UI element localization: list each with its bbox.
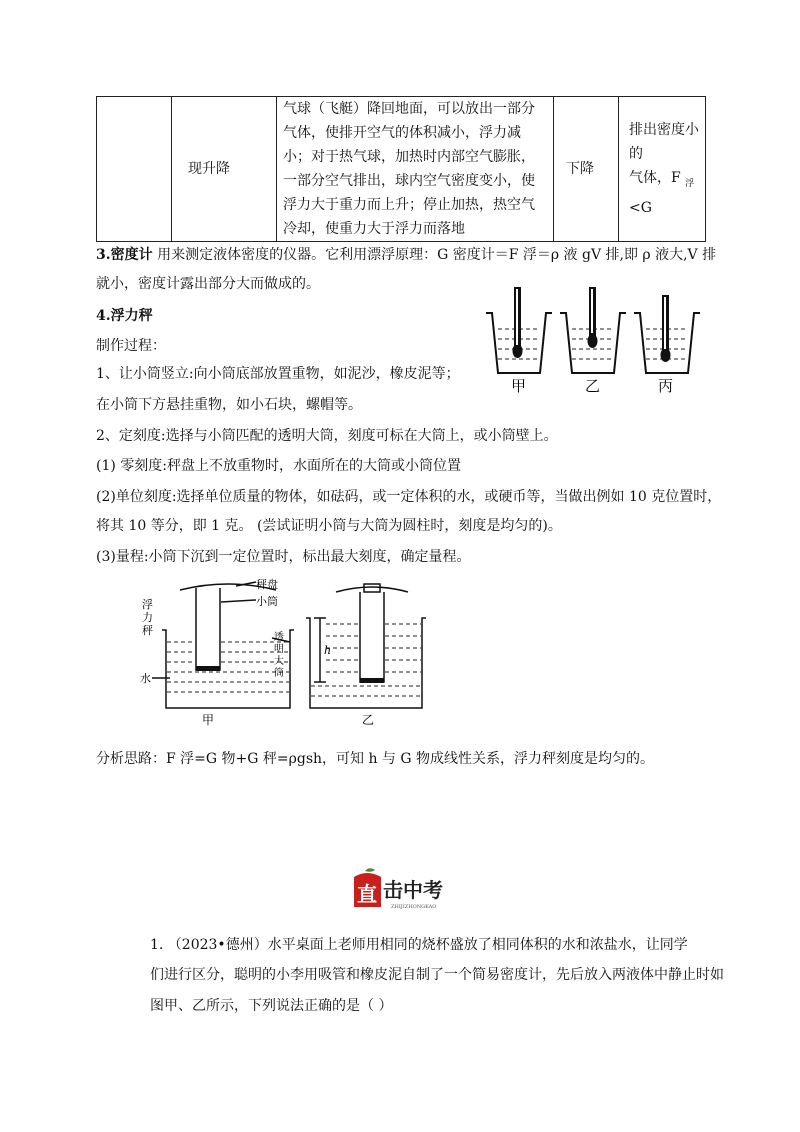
shui-label: 水: [140, 672, 151, 685]
table-cell-result: 下降: [554, 97, 619, 242]
section4-heading: 4.浮力秤: [96, 308, 153, 324]
section3-line1: [96, 245, 716, 265]
step2-1: (1) 零刻度:秤盘上不放重物时，水面所在的大筒或小筒位置: [96, 458, 461, 474]
desc-line: 气球（飞艇）降回地面，可以放出一部分: [283, 101, 535, 117]
fulichen-label: 浮: [142, 598, 153, 611]
step2-2a: (2)单位刻度:选择单位质量的物体，如砝码，或一定体积的水，或硬币等，当做出例如 10 克位置时，: [96, 489, 722, 505]
desc-line: 浮力大于重力而上升；停止加热，热空气: [283, 197, 535, 213]
step2-2b: 将其 10 等分，即 1 克。 (尝试证明小筒与大筒为圆柱时，刻度是均匀的)。: [96, 518, 562, 534]
section4-intro: 制作过程：: [96, 338, 166, 354]
condition-sub: 浮: [685, 178, 695, 189]
condition-text: <G: [629, 199, 652, 216]
hydrometer-beakers-figure: [478, 285, 710, 395]
logo-mark: [351, 867, 451, 911]
analysis-text: 分析思路：F 浮=G 物+G 秤=ρgsh，可知 h 与 G 物成线性关系，浮力秤刻度是均匀的。: [96, 751, 655, 767]
hydrometer-bulb: [588, 334, 598, 348]
fulichen-label: 力: [142, 611, 153, 624]
table-row: [97, 97, 706, 242]
beaker-label: 甲: [511, 377, 527, 395]
section3-text: 用来测定液体密度的仪器。它利用漂浮原理：G 密度计＝F 浮＝ρ 液 gV 排,即 ρ 液大,V 排: [152, 247, 717, 263]
beaker-label: 乙: [585, 377, 601, 395]
datong-label: 透: [274, 632, 284, 643]
section3-line2: 就小，密度计露出部分大而做成的。: [96, 276, 320, 292]
figure-label-yi: 乙: [362, 713, 375, 727]
desc-line: 小；对于热气球，加热时内部空气膨胀，: [283, 149, 535, 165]
datong-label: 筒: [274, 668, 284, 679]
logo: [351, 867, 451, 911]
table-cell-condition: [619, 97, 706, 242]
table-cell-method: 现升降: [172, 97, 277, 242]
datong-label: 大: [274, 656, 284, 667]
step1a: 1、让小筒竖立:向小筒底部放置重物，如泥沙，橡皮泥等；: [96, 366, 460, 382]
leaf-icon: [365, 868, 375, 872]
h-label: h: [324, 644, 332, 657]
question-line1: 1. （2023•德州）水平桌面上老师用相同的烧杯盛放了相同体积的水和浓盐水，让同学: [150, 937, 688, 953]
beaker-label: 丙: [658, 377, 674, 395]
condition-text: 气体，F: [629, 170, 686, 187]
logo-text: 击中考: [383, 878, 443, 902]
logo-char: 直: [357, 882, 377, 906]
chengpan-label: 秤盘: [256, 578, 278, 591]
step1b: 在小筒下方悬挂重物，如小石块，螺帽等。: [96, 397, 362, 413]
hydrometer-bulb: [513, 344, 523, 358]
buoyancy-scale-figure: [140, 578, 440, 728]
comparison-table: [96, 96, 706, 242]
small-tube: [360, 592, 384, 682]
xiaotong-label: 小筒: [256, 595, 278, 608]
small-tube: [196, 588, 220, 670]
logo-subtext: ZHIJIZHONGKAO: [391, 904, 437, 910]
question-line3: 图甲、乙所示，下列说法正确的是（ ）: [150, 998, 393, 1014]
table-cell-empty: [97, 97, 172, 242]
condition-line: 排出密度小的: [629, 122, 699, 163]
step2-3: (3)量程:小筒下沉到一定位置时，标出最大刻度，确定量程。: [96, 549, 471, 565]
big-cylinder: [306, 618, 426, 708]
desc-line: 一部分空气排出，球内空气密度变小，使: [283, 173, 535, 189]
desc-line: 气体，使排开空气的体积减小，浮力减: [283, 125, 521, 141]
desc-line: 冷却，使重力大于浮力而落地: [283, 221, 465, 237]
question-line2: 们进行区分，聪明的小李用吸管和橡皮泥自制了一个简易密度计，先后放入两液体中静止时如: [150, 967, 724, 983]
hydrometer-bulb: [661, 348, 671, 362]
figure-label-jia: 甲: [202, 713, 215, 727]
datong-label: 明: [274, 644, 284, 655]
step2: 2、定刻度:选择与小筒匹配的透明大筒，刻度可标在大筒上，或小筒壁上。: [96, 428, 558, 444]
condition-line: [629, 166, 699, 220]
fulichen-label: 秤: [142, 624, 153, 637]
table-cell-description: [277, 97, 554, 242]
section3-heading: 3.密度计: [96, 247, 153, 263]
weight-block: [364, 584, 380, 592]
